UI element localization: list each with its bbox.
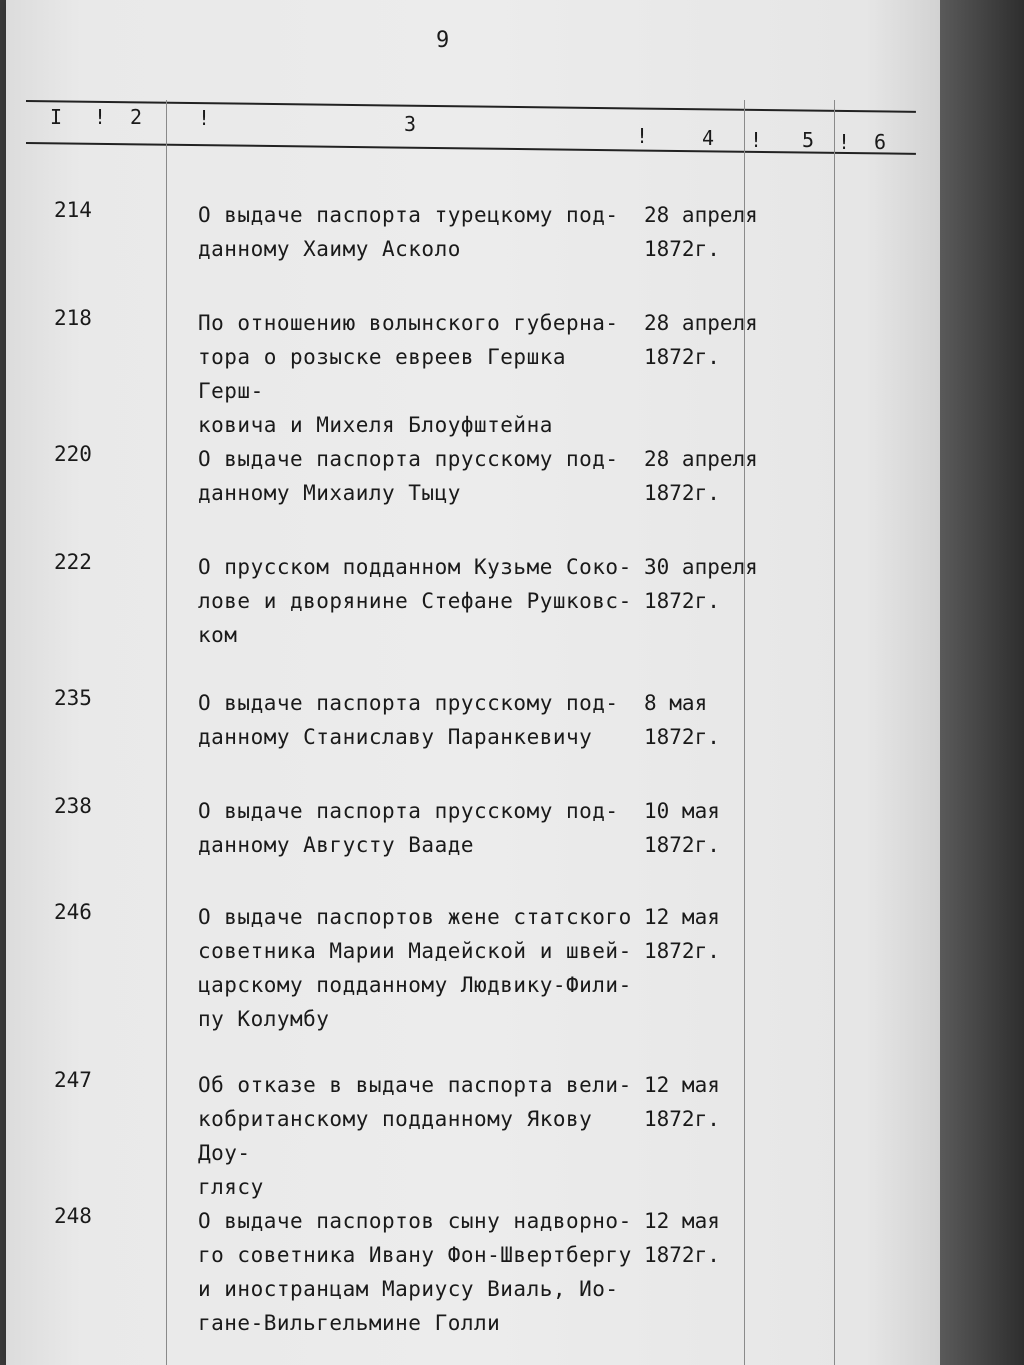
record-date: 10 мая 1872г. (644, 799, 720, 857)
record-title: О выдаче паспортов сыну надворно- го советника Ивану Фон-Швертбергу и иностранцам Мариусу Виаль, Ио- гане-Вильгельмине Голли (198, 1209, 632, 1335)
column-header-6: 6 (874, 130, 889, 154)
record-number: 247 (54, 1068, 92, 1092)
column-separator: ! (198, 106, 213, 130)
header-top-rule (26, 100, 916, 113)
record-title: О выдаче паспорта турецкому под- данному Хаиму Асколо (198, 203, 619, 261)
record-title: О выдаче паспорта прусскому под- данному Михаилу Тыцу (198, 447, 619, 505)
column-header-4: 4 (702, 126, 717, 150)
column-separator: ! (838, 130, 853, 154)
column-divider (166, 100, 167, 1365)
record-number: 246 (54, 900, 92, 924)
record-number: 248 (54, 1204, 92, 1228)
column-separator: ! (94, 105, 109, 129)
record-title: О выдаче паспорта прусскому под- данному Станиславу Паранкевичу (198, 691, 619, 749)
header-bottom-rule (26, 142, 916, 155)
column-header-1: I (50, 105, 65, 129)
document-page (6, 0, 940, 1365)
record-date: 12 мая 1872г. (644, 1209, 720, 1267)
page-number: 9 (436, 28, 450, 53)
record-number: 218 (54, 306, 92, 330)
column-header-2: 2 (130, 105, 145, 129)
record-date: 28 апреля 1872г. (644, 447, 758, 505)
record-title: О прусском подданном Кузьме Соко- лове и дворянине Стефане Рушковс- ком (198, 555, 632, 647)
column-divider (744, 100, 745, 1365)
record-date: 8 мая 1872г. (644, 691, 720, 749)
column-separator: ! (636, 124, 651, 148)
column-divider (834, 100, 835, 1365)
record-date: 28 апреля 1872г. (644, 311, 758, 369)
record-number: 235 (54, 686, 92, 710)
record-number: 220 (54, 442, 92, 466)
record-date: 30 апреля 1872г. (644, 555, 758, 613)
record-date: 12 мая 1872г. (644, 1073, 720, 1131)
record-number: 214 (54, 198, 92, 222)
background-edge (940, 0, 1024, 1365)
record-number: 238 (54, 794, 92, 818)
record-date: 12 мая 1872г. (644, 905, 720, 963)
record-title: О выдаче паспорта прусскому под- данному Августу Вааде (198, 799, 619, 857)
column-header-3: 3 (404, 112, 419, 136)
record-title: Об отказе в выдаче паспорта вели- кобританскому подданному Якову Доу- глясу (198, 1073, 632, 1199)
record-title: О выдаче паспортов жене статского советника Марии Мадейской и швей- царскому подданному Людвику-Фили- пу Колумбу (198, 905, 632, 1031)
record-number: 222 (54, 550, 92, 574)
column-separator: ! (750, 128, 765, 152)
record-title: По отношению волынского губерна- тора о розыске евреев Гершка Герш- ковича и Михеля Блоуфштейна (198, 311, 619, 437)
record-date: 28 апреля 1872г. (644, 203, 758, 261)
column-header-5: 5 (802, 128, 817, 152)
